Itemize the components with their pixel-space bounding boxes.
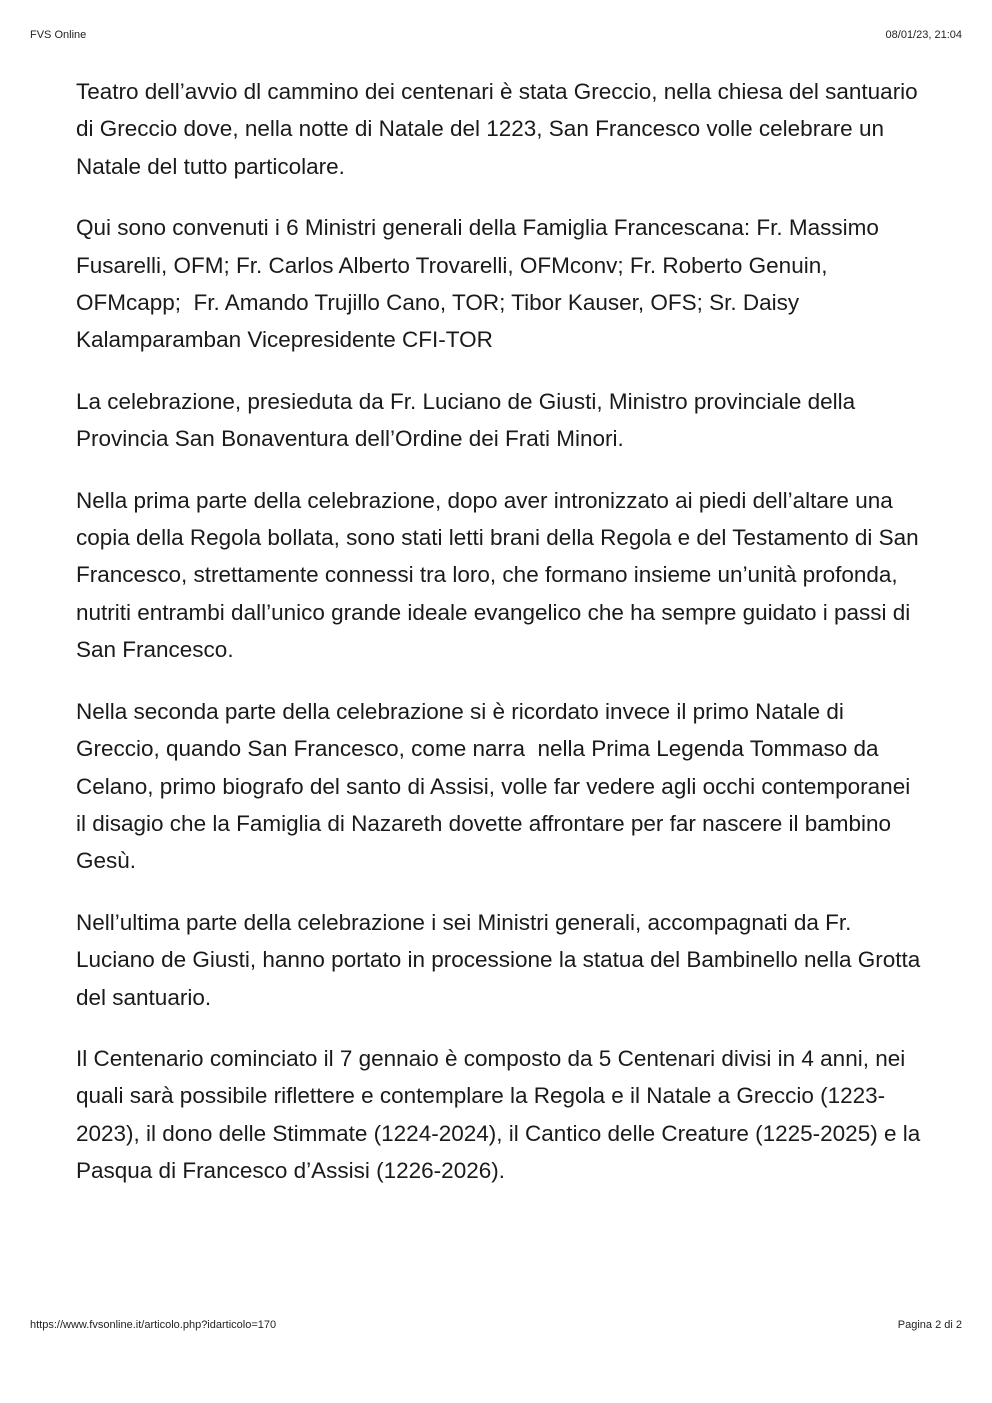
article-paragraph-3: La celebrazione, presieduta da Fr. Luciano de Giusti, Ministro provinciale della Provincia San Bonaventura dell’Ordine dei Frati Minori. xyxy=(76,388,862,452)
article-paragraph-1: Teatro dell’avvio dl cammino dei centenari è stata Greccio, nella chiesa del santuario di Greccio dove, nella notte di Natale del 1223, San Francesco volle celebrare un Natale del tutto particolare. xyxy=(76,79,924,179)
print-datetime: 08/01/23, 21:04 xyxy=(885,29,962,41)
article-body xyxy=(76,73,927,1214)
site-name: FVS Online xyxy=(30,29,87,41)
article-paragraph-2: Qui sono convenuti i 6 Ministri generali della Famiglia Francescana: Fr. Massimo Fusarelli, OFM; Fr. Carlos Alberto Trovarelli, OFMconv; Fr. Roberto Genuin, OFMcapp; Fr. Amando Trujillo Cano, TOR; Tibor Kauser, OFS; Sr. Daisy Kalamparamban Vicepresidente CFI-TOR xyxy=(76,215,886,353)
article-paragraph-6: Nell’ultima parte della celebrazione i sei Ministri generali, accompagnati da Fr. Luciano de Giusti, hanno portato in processione la statua del Bambinello nella Grotta del santuario. xyxy=(76,909,927,1010)
article-paragraph-7: Il Centenario cominciato il 7 gennaio è composto da 5 Centenari divisi in 4 anni, nei quali sarà possibile riflettere e contemplare la Regola e il Natale a Greccio (1223-2023), il dono delle Stimmate (1224-2024), il Cantico delle Creature (1225-2025) e la Pasqua di Francesco d’Assisi (1226-2026). xyxy=(76,1045,927,1184)
article-paragraph-4: Nella prima parte della celebrazione, dopo aver intronizzato ai piedi dell’altare una copia della Regola bollata, sono stati letti brani della Regola e del Testamento di San Francesco, strettamente connessi tra loro, che formano insieme un’unità profonda, nutriti entrambi dall’unico grande ideale evangelico che ha sempre guidato i passi di San Francesco. xyxy=(76,487,925,663)
article-paragraph-5: Nella seconda parte della celebrazione si è ricordato invece il primo Natale di Greccio, quando San Francesco, come narra nella Prima Legenda Tommaso da Celano, primo biografo del santo di Assisi, volle far vedere agli occhi contemporanei il disagio che la Famiglia di Nazareth dovette affrontare per far nascere il bambino Gesù. xyxy=(76,698,917,874)
page-url[interactable]: https://www.fvsonline.it/articolo.php?idarticolo=170 xyxy=(30,1319,277,1331)
page-indicator: Pagina 2 di 2 xyxy=(897,1319,962,1331)
